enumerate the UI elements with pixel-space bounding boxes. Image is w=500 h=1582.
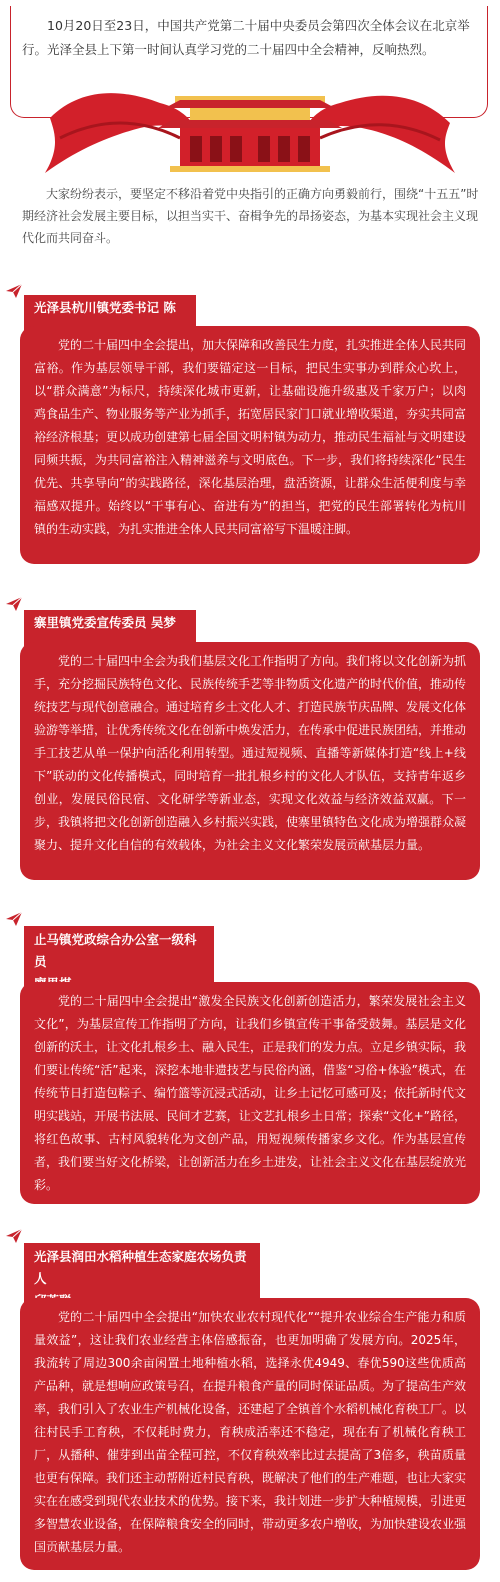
lead-paragraph: 大家纷纷表示，要坚定不移沿着党中央指引的正确方向勇毅前行，围绕“十五五”时期经济社会发展主要目标，以担当实干、奋楫争先的昂扬姿态，为基本实现社会主义现代化而共同奋斗。 — [22, 187, 479, 245]
red-paper-plane-icon — [4, 282, 24, 300]
speaker-3-card — [20, 982, 480, 1204]
speaker-2-name: 寨里镇党委宣传委员 吴梦 — [34, 615, 176, 630]
red-paper-plane-icon — [4, 1227, 24, 1245]
speaker-2-text: 党的二十届四中全会为我们基层文化工作指明了方向。我们将以文化创新为抓手，充分挖掘民族特色文化、民族传统手艺等非物质文化遗产的时代价值，推动传统技艺与现代创意融合。通过培育乡土文化人才、打造民族节庆品牌、发展文化体验游等举措，让优秀传统文化在创新中焕发活力，在传承中促进民族团结，并推动手工技艺从单一保护向活化利用转型。通过短视频、直播等新媒体打造“线上+线下”联动的文化传播模式，同时培育一批扎根乡村的文化人才队伍，支持青年返乡创业，发展民俗民宿、文化研学等新业态，实现文化效益与经济效益双赢。下一步，我镇将把文化创新创造融入乡村振兴实践，使寨里镇特色文化成为增强群众凝聚力、提升文化自信的有效载体，为社会主义文化繁荣发展贡献基层力量。 — [34, 654, 467, 852]
speaker-4-title: 光泽县润田水稻种植生态家庭农场负责人 — [34, 1249, 247, 1286]
red-paper-plane-icon — [4, 910, 24, 928]
speaker-1-name: 光泽县杭川镇党委书记 陈 — [34, 300, 176, 315]
speaker-4-card — [20, 1298, 480, 1570]
speaker-4-text: 党的二十届四中全会提出“加快农业农村现代化”“提升农业综合生产能力和质量效益”，这让我们农业经营主体倍感振奋，也更加明确了发展方向。2025年，我流转了周边300余亩闲置土地种植水稻，选择永优4949、春优590这些优质高产品种，就是想响应政策号召，在提升粮食产量的同时保证品质。为了提高生产效率，我们引入了农业生产机械化设备，还建起了全镇首个水稻机械化育秧工厂。以往村民手工育秧，不仅耗时费力，育秧成活率还不稳定，现在有了机械化育秧工厂，从播种、催芽到出苗全程可控，不仅育秧效率比过去提高了3倍多，秧苗质量也更有保障。我们还主动帮附近村民育秧，既解决了他们的生产难题，也让大家实实在在感受到现代农业技术的优势。接下来，我计划进一步扩大种植规模，引进更多智慧农业设备，在保障粮食安全的同时，带动更多农户增收，为加快建设农业强国贡献基层力量。 — [34, 1310, 467, 1554]
speaker-3-text: 党的二十届四中全会提出“激发全民族文化创新创造活力，繁荣发展社会主义文化”，为基层宣传工作指明了方向，让我们乡镇宣传干事备受鼓舞。基层是文化创新的沃土，让文化扎根乡土、融入民生，正是我们的发力点。立足乡镇实际，我们要让传统“活”起来，深挖本地非遗技艺与民俗内涵，借鉴“习俗+体验”模式，在传统节日打造包粽子、编竹篮等沉浸式活动，让乡土记忆可感可及；依托新时代文明实践站，开展书法展、民间才艺赛，让文艺扎根乡土日常；探索“文化+”路径，将红色故事、古村风貌转化为文创产品，用短视频传播家乡文化。作为基层宣传者，我们要当好文化桥梁，让创新活力在乡土进发，让社会主义文化在基层绽放光彩。 — [34, 994, 467, 1192]
speaker-3-title: 止马镇党政综合办公室一级科员 — [34, 932, 197, 969]
gate-tower-ribbon-banner — [40, 78, 460, 173]
red-paper-plane-icon — [4, 595, 24, 613]
speaker-1-text: 党的二十届四中全会提出，加大保障和改善民生力度，扎实推进全体人民共同富裕。作为基层领导干部，我们要锚定这一目标，把民生实事办到群众心坎上，以“群众满意”为标尺，持续深化城市更新，让基础设施升级惠及千家万户；以肉鸡食品生产、物业服务等产业为抓手，拓宽居民家门口就业增收渠道，夯实共同富裕经济根基；更以成功创建第七届全国文明村镇为动力，推动民生福祉与文明建设同频共振，为共同富裕注入精神滋养与文明底色。下一步，我们将持续深化“民生优先、共享导向”的实践路径，深化基层治理，盘活资源，让群众生活便利度与幸福感双提升。始终以“干事有心、奋进有为”的担当，把党的民生部署转化为杭川镇的生动实践，为扎实推进全体人民共同富裕写下温暖注脚。 — [34, 338, 467, 536]
speaker-2-card — [20, 642, 480, 880]
speaker-1-card — [20, 326, 480, 564]
intro-text: 10月20日至23日，中国共产党第二十届中央委员会第四次全体会议在北京举行。光泽全县上下第一时间认真学习党的二十届四中全会精神，反响热烈。 — [22, 18, 470, 57]
